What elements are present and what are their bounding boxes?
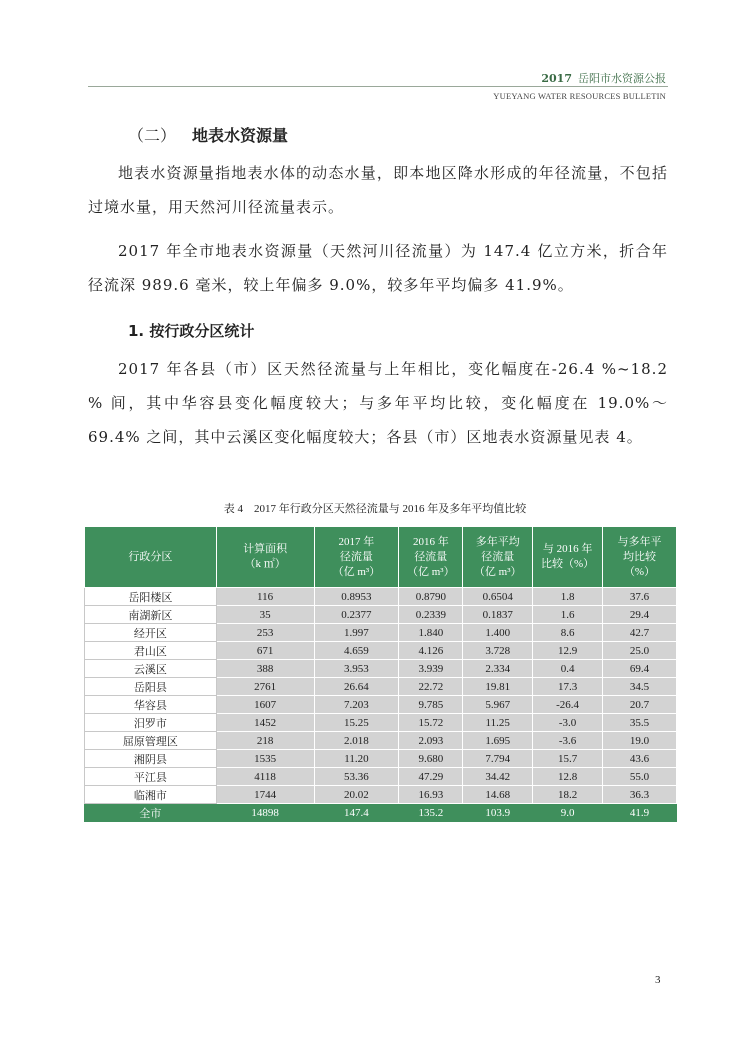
table-cell: -26.4 [533, 696, 603, 714]
table-header-line: 2016 年 [412, 535, 449, 548]
table-row [85, 732, 677, 750]
table-cell: 29.4 [603, 606, 677, 624]
table-cell: 34.42 [463, 768, 533, 786]
district-name-cell: 湘阴县 [85, 750, 217, 768]
table-cell: 37.6 [603, 588, 677, 606]
table-cell: 35.5 [603, 714, 677, 732]
total-cell: 103.9 [463, 804, 533, 822]
table-total-row [85, 804, 677, 822]
table-cell: -3.6 [533, 732, 603, 750]
table-cell: 15.7 [533, 750, 603, 768]
page-number: 3 [655, 974, 661, 986]
table-cell: 0.2339 [399, 606, 463, 624]
table-cell: 1.997 [314, 624, 399, 642]
table-cell: 26.64 [314, 678, 399, 696]
table-header-cell [314, 527, 399, 588]
table-cell: 3.728 [463, 642, 533, 660]
table-cell: 25.0 [603, 642, 677, 660]
table-cell: 2.018 [314, 732, 399, 750]
district-name-cell: 岳阳县 [85, 678, 217, 696]
table-cell: 43.6 [603, 750, 677, 768]
table-cell: 42.7 [603, 624, 677, 642]
table-row [85, 678, 677, 696]
table-cell: 1.8 [533, 588, 603, 606]
paragraph-definition: 地表水资源量指地表水体的动态水量，即本地区降水形成的年径流量，不包括过境水量，用天然河川径流量表示。 [88, 164, 668, 216]
table-cell: 7.203 [314, 696, 399, 714]
table-cell: 18.2 [533, 786, 603, 804]
table-cell: 0.2377 [314, 606, 399, 624]
table-cell: 0.1837 [463, 606, 533, 624]
table-cell: 34.5 [603, 678, 677, 696]
table-body [85, 588, 677, 822]
table-header-line: 径流量 [414, 550, 448, 563]
table-cell: 69.4 [603, 660, 677, 678]
district-name-cell: 云溪区 [85, 660, 217, 678]
table-cell: 20.7 [603, 696, 677, 714]
table-cell: 15.72 [399, 714, 463, 732]
paragraph-district: 2017 年各县（市）区天然径流量与上年相比，变化幅度在-26.4 %~18.2 % 间，其中华容县变化幅度较大；与多年平均比较，变化幅度在 19.0%～69.4% 之间，其中云溪区变化幅度较大；各县（市）区地表水资源量见表 4。 [88, 360, 668, 446]
table-cell: 11.25 [463, 714, 533, 732]
paragraph-summary: 2017 年全市地表水资源量（天然河川径流量）为 147.4 亿立方米，折合年径流深 989.6 毫米，较上年偏多 9.0%，较多年平均偏多 41.9%。 [88, 242, 668, 294]
table-header-cell [85, 527, 217, 588]
table-header-line: 多年平均 [475, 535, 520, 548]
table-cell: 116 [216, 588, 314, 606]
total-cell: 41.9 [603, 804, 677, 822]
district-name-cell: 汨罗市 [85, 714, 217, 732]
table-cell: 22.72 [399, 678, 463, 696]
total-label-cell: 全市 [85, 804, 217, 822]
table-cell: 1.400 [463, 624, 533, 642]
total-cell: 135.2 [399, 804, 463, 822]
table-cell: 388 [216, 660, 314, 678]
table-cell: 9.785 [399, 696, 463, 714]
header-subtitle: YUEYANG WATER RESOURCES BULLETIN [493, 91, 666, 101]
table-cell: 1452 [216, 714, 314, 732]
table-cell: 1607 [216, 696, 314, 714]
district-name-cell: 华容县 [85, 696, 217, 714]
table-cell: 1.6 [533, 606, 603, 624]
district-name-cell: 君山区 [85, 642, 217, 660]
table-cell: 4.126 [399, 642, 463, 660]
table-row [85, 750, 677, 768]
table-header-cell [463, 527, 533, 588]
table-cell: 2761 [216, 678, 314, 696]
table-row [85, 606, 677, 624]
table-header-cell [603, 527, 677, 588]
table-header-line: 与 2016 年 [542, 543, 593, 555]
table-row [85, 696, 677, 714]
table-cell: 0.4 [533, 660, 603, 678]
table-cell: 7.794 [463, 750, 533, 768]
table-cell: 671 [216, 642, 314, 660]
table-cell: 15.25 [314, 714, 399, 732]
table-cell: 3.939 [399, 660, 463, 678]
table-header-line: 计算面积 [243, 543, 288, 555]
table-cell: 8.6 [533, 624, 603, 642]
subsection-title: 1. 按行政分区统计 [128, 322, 255, 340]
table-header-row [85, 527, 677, 588]
table-header-line: 行政分区 [128, 550, 173, 563]
table-cell: 11.20 [314, 750, 399, 768]
header-title-text: 岳阳市水资源公报 [578, 72, 666, 85]
table-row [85, 660, 677, 678]
district-name-cell: 南湖新区 [85, 606, 217, 624]
section-title-text: 地表水资源量 [192, 126, 289, 145]
table-cell: 36.3 [603, 786, 677, 804]
table-row [85, 642, 677, 660]
table-cell: 1.840 [399, 624, 463, 642]
table-row [85, 588, 677, 606]
table-header-line: 比较（%） [541, 558, 595, 570]
table-cell: 2.334 [463, 660, 533, 678]
table-cell: 12.9 [533, 642, 603, 660]
table-cell: 2.093 [399, 732, 463, 750]
table-row [85, 624, 677, 642]
table-cell: 253 [216, 624, 314, 642]
table-cell: 0.8953 [314, 588, 399, 606]
table-row [85, 786, 677, 804]
table-cell: 53.36 [314, 768, 399, 786]
table-cell: 17.3 [533, 678, 603, 696]
table-cell: 4118 [216, 768, 314, 786]
table-header-line: （亿 m³） [473, 565, 522, 578]
header-divider [88, 86, 668, 87]
table-cell: 16.93 [399, 786, 463, 804]
table-cell: 1535 [216, 750, 314, 768]
table-caption: 表 4 2017 年行政分区天然径流量与 2016 年及多年平均值比较 [223, 503, 527, 515]
table-row [85, 768, 677, 786]
table-cell: -3.0 [533, 714, 603, 732]
table-header-line: 与多年平 [617, 535, 662, 548]
table-header-line: （%） [623, 565, 656, 578]
table-cell: 47.29 [399, 768, 463, 786]
district-name-cell: 岳阳楼区 [85, 588, 217, 606]
table-cell: 19.0 [603, 732, 677, 750]
table-cell: 20.02 [314, 786, 399, 804]
runoff-table [84, 526, 677, 822]
table-cell: 5.967 [463, 696, 533, 714]
table-header-line: 2017 年 [338, 535, 375, 548]
total-cell: 9.0 [533, 804, 603, 822]
table-cell: 3.953 [314, 660, 399, 678]
section-number: （二） [128, 126, 177, 145]
district-name-cell: 平江县 [85, 768, 217, 786]
table-header-cell [399, 527, 463, 588]
table-cell: 55.0 [603, 768, 677, 786]
header-year: 2017 [541, 72, 572, 85]
table-header-line: （k ㎡） [244, 558, 286, 570]
section-title [128, 123, 288, 146]
table-cell: 14.68 [463, 786, 533, 804]
table-header-line: （亿 m³） [332, 565, 381, 578]
table-cell: 0.8790 [399, 588, 463, 606]
table-header-cell [216, 527, 314, 588]
table-cell: 0.6504 [463, 588, 533, 606]
table-header-line: （亿 m³） [407, 565, 455, 578]
table-cell: 12.8 [533, 768, 603, 786]
total-cell: 147.4 [314, 804, 399, 822]
table-header-line: 径流量 [481, 550, 515, 563]
table-cell: 1.695 [463, 732, 533, 750]
district-name-cell: 屈原管理区 [85, 732, 217, 750]
header-title [541, 70, 666, 86]
table-cell: 9.680 [399, 750, 463, 768]
table-cell: 4.659 [314, 642, 399, 660]
table-row [85, 714, 677, 732]
district-name-cell: 临湘市 [85, 786, 217, 804]
table-cell: 19.81 [463, 678, 533, 696]
table-header-cell [533, 527, 603, 588]
total-cell: 14898 [216, 804, 314, 822]
district-name-cell: 经开区 [85, 624, 217, 642]
table-cell: 1744 [216, 786, 314, 804]
table-cell: 218 [216, 732, 314, 750]
table-header-line: 均比较 [623, 550, 657, 563]
table-cell: 35 [216, 606, 314, 624]
table-header-line: 径流量 [339, 550, 373, 563]
